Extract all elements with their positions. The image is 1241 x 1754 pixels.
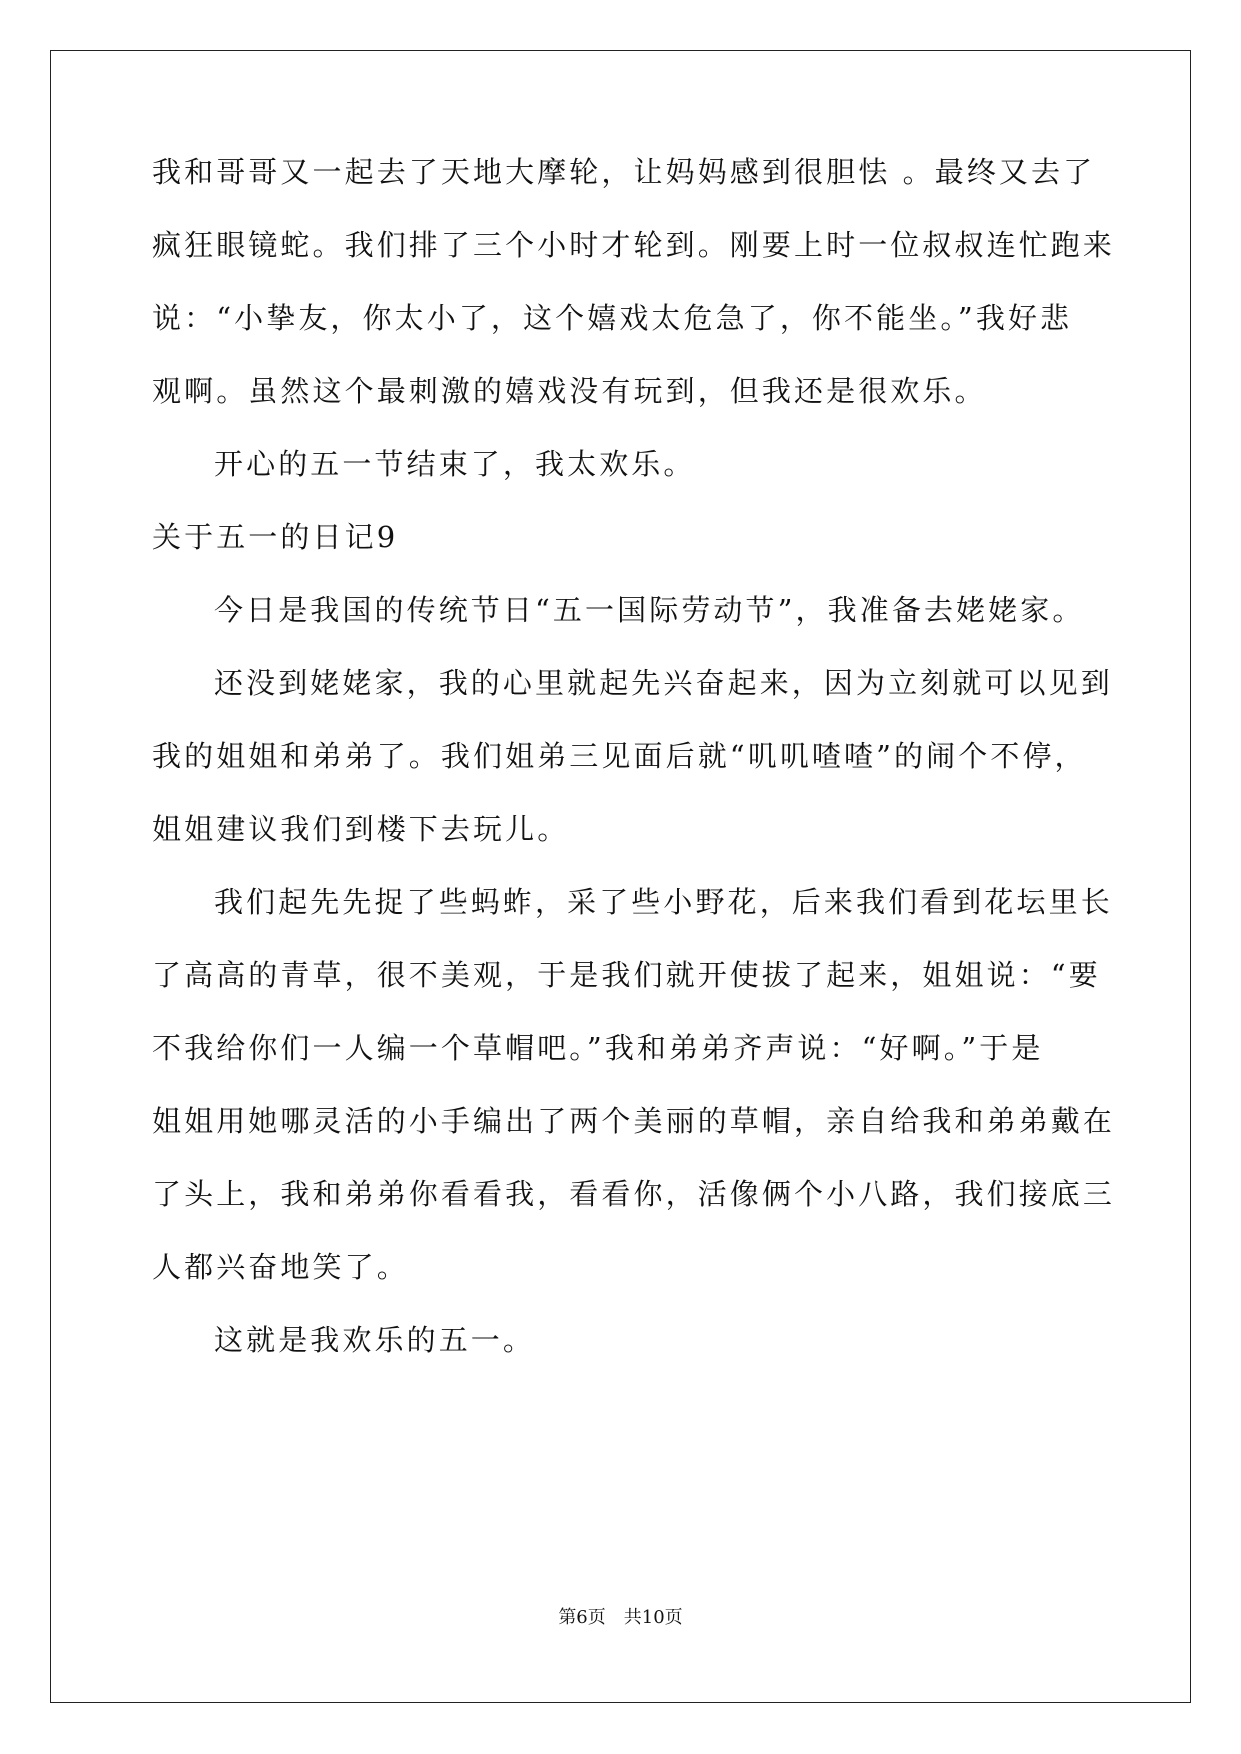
text-line: 我和哥哥又一起去了天地大摩轮，让妈妈感到很胆怯 。最终又去了: [152, 155, 1096, 189]
text-line: 了头上，我和弟弟你看看我，看看你，活像俩个小八路，我们接底三: [152, 1177, 1116, 1211]
paragraph-line: 这就是我欢乐的五一。: [214, 1323, 536, 1357]
text-line: 姐姐用她哪灵活的小手编出了两个美丽的草帽，亲自给我和弟弟戴在: [152, 1104, 1116, 1138]
text-line: 人都兴奋地笑了。: [152, 1250, 409, 1284]
paragraph-line: 今日是我国的传统节日“五一国际劳动节”，我准备去姥姥家。: [214, 593, 1085, 627]
text-line: 说：“小挚友，你太小了，这个嬉戏太危急了，你不能坐。”我好悲: [152, 301, 1073, 335]
text-line: 疯狂眼镜蛇。我们排了三个小时才轮到。刚要上时一位叔叔连忙跑来: [152, 228, 1116, 262]
text-line: 观啊。虽然这个最刺激的嬉戏没有玩到，但我还是很欢乐。: [152, 374, 987, 408]
text-line: 了高高的青草，很不美观，于是我们就开使拔了起来，姐姐说：“要: [152, 958, 1101, 992]
paragraph-line: 我们起先先捉了些蚂蚱，采了些小野花，后来我们看到花坛里长: [214, 885, 1113, 919]
paragraph-line: 开心的五一节结束了，我太欢乐。: [214, 447, 696, 481]
text-line: 我的姐姐和弟弟了。我们姐弟三见面后就“叽叽喳喳”的闹个不停，: [152, 739, 1087, 773]
text-line: 不我给你们一人编一个草帽吧。”我和弟弟齐声说：“好啊。”于是: [152, 1031, 1044, 1065]
section-heading: 关于五一的日记9: [152, 520, 399, 554]
paragraph-line: 还没到姥姥家，我的心里就起先兴奋起来，因为立刻就可以见到: [214, 666, 1113, 700]
text-line: 姐姐建议我们到楼下去玩儿。: [152, 812, 570, 846]
page-number: 第6页 共10页: [558, 1607, 683, 1628]
